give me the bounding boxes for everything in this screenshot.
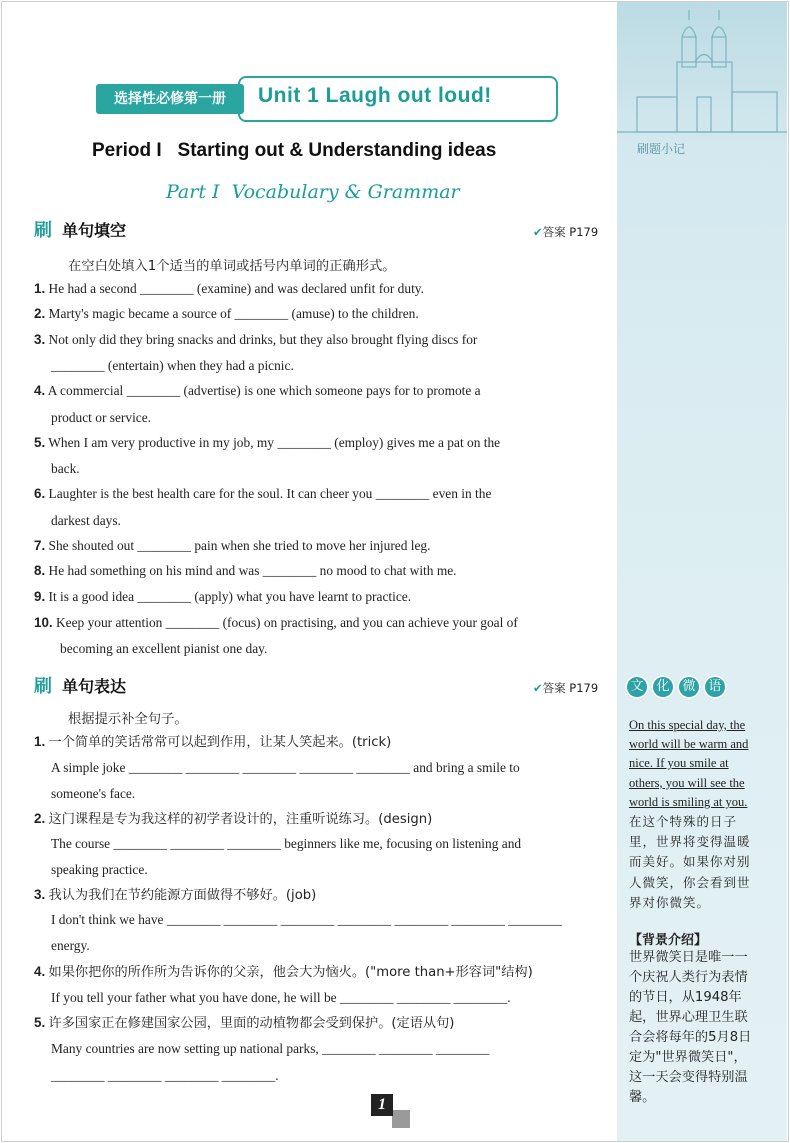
s2-question-2-cn: 2. 这门课程是专为我这样的初学者设计的，注重听说练习。(design) [34,811,433,827]
building-illustration [617,2,787,142]
s1-question-6-cont: darkest days. [51,513,121,528]
section1-answer-text: 答案 P179 [542,225,599,239]
check-icon: ✔ [533,225,543,239]
section1-title: 单句填空 [62,221,127,240]
s2-question-5-cont: ________ ________ ________ ________. [51,1068,279,1083]
unit-title: Unit 1 Laugh out loud! [258,84,492,107]
badge-yu: 语 [703,675,727,699]
section2-instruction: 根据提示补全句子。 [68,712,188,727]
s2-question-2-cont: speaking practice. [51,862,148,877]
badge-wen: 文 [625,675,649,699]
section1-mark: 刷 [34,220,52,241]
section2-answer-ref[interactable] [533,680,598,696]
s1-question-5: 5. When I am very productive in my job, my ________ (employ) gives me a pat on the [34,435,501,450]
s2-question-5-en: Many countries are now setting up national parks, ________ ________ ________ [51,1041,490,1056]
period-title: Period I Starting out & Understanding ideas [92,140,497,161]
s1-question-4: 4. A commercial ________ (advertise) is one which someone pays for to promote a [34,383,481,398]
section2-answer-text: 答案 P179 [542,681,599,695]
page-number: 1 [371,1094,393,1116]
memo-label: 刷题小记 [637,142,686,156]
s2-question-1-cont: someone's face. [51,786,136,801]
s1-question-8: 8. He had something on his mind and was ________ no mood to chat with me. [34,563,457,578]
badge-wei: 微 [677,675,701,699]
s2-question-3-en: I don't think we have ________ ________ ________ ________ ________ ________ ________ [51,912,562,927]
culture-quote-cn: 在这个特殊的日子里，世界将变得温暖而美好。如果你对别人微笑，你会看到世界对你微笑。 [629,814,751,910]
s2-question-5-cn: 5. 许多国家正在修建国家公园，里面的动植物都会受到保护。(定语从句) [34,1015,455,1031]
s1-question-5-cont: back. [51,461,80,476]
section1-heading [34,216,126,242]
background-text: 世界微笑日是唯一一个庆祝人类行为表情的节日，从1948年起，世界心理卫生联合会将每年的5月8日定为"世界微笑日"，这一天会变得特别温馨。 [629,950,752,1105]
s2-question-4-cn: 4. 如果你把你的所作所为告诉你的父亲，他会大为恼火。("more than+形容词"结构) [34,964,533,980]
s1-question-7: 7. She shouted out ________ pain when she tried to move her injured leg. [34,538,431,553]
s1-question-3-cont: ________ (entertain) when they had a picnic. [51,358,294,373]
s1-question-9: 9. It is a good idea ________ (apply) what you have learnt to practice. [34,589,412,604]
part-title: Part I Vocabulary & Grammar [166,181,460,203]
s1-question-1: 1. He had a second ________ (examine) and was declared unfit for duty. [34,281,424,296]
church-illustration-icon [617,2,787,142]
s1-question-6: 6. Laughter is the best health care for the soul. It can cheer you ________ even in the [34,486,492,501]
section2-title: 单句表达 [62,677,127,696]
culture-quote [629,716,757,913]
culture-badges [625,675,727,699]
background-title: 【背景介绍】 [629,933,708,948]
page-decoration [392,1110,410,1128]
section1-answer-ref[interactable] [533,224,598,240]
culture-quote-en: On this special day, the world will be warm and nice. If you smile at others, you will see the world is smiling at you. [629,718,749,809]
s2-question-3-cn: 3. 我认为我们在节约能源方面做得不够好。(job) [34,887,317,903]
s2-question-3-cont: energy. [51,938,90,953]
s1-question-2: 2. Marty's magic became a source of ________ (amuse) to the children. [34,306,419,321]
check-icon: ✔ [533,681,543,695]
section2-heading [34,672,126,698]
s2-question-1-en: A simple joke ________ ________ ________ ________ ________ and bring a smile to [51,760,520,775]
s1-question-10-cont: becoming an excellent pianist one day. [60,641,268,656]
s1-question-4-cont: product or service. [51,410,152,425]
s2-question-1-cn: 1. 一个简单的笑话常常可以起到作用，让某人笑起来。(trick) [34,734,392,750]
book-tag: 选择性必修第一册 [96,84,244,114]
s1-question-10: 10. Keep your attention ________ (focus) on practising, and you can achieve your goal of [34,615,518,630]
s2-question-4-en: If you tell your father what you have done, he will be ________ ________ ________. [51,990,511,1005]
badge-hua: 化 [651,675,675,699]
section1-instruction: 在空白处填入1个适当的单词或括号内单词的正确形式。 [68,259,396,274]
s2-question-2-en: The course ________ ________ ________ beginners like me, focusing on listening and [51,836,522,851]
section2-mark: 刷 [34,676,52,697]
s1-question-3: 3. Not only did they bring snacks and drinks, but they also brought flying discs for [34,332,478,347]
